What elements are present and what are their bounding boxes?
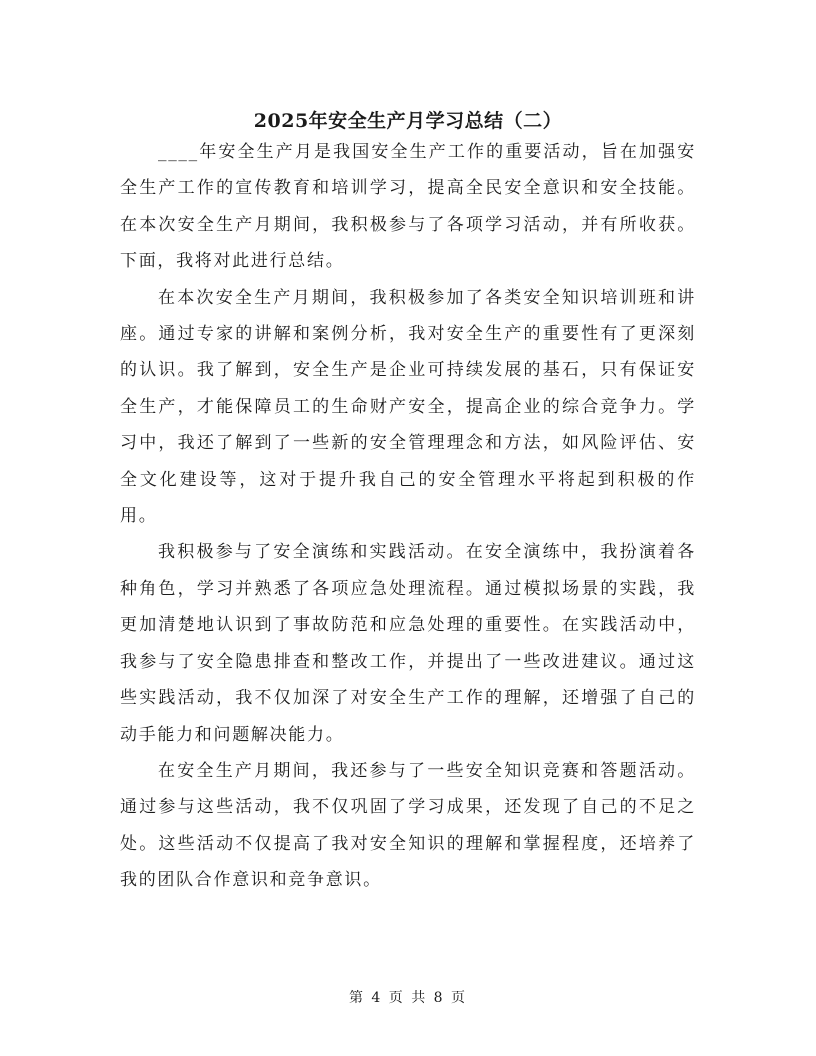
paragraph-training: 在本次安全生产月期间，我积极参加了各类安全知识培训班和讲座。通过专家的讲解和案例分析，我对安全生产的重要性有了更深刻的认识。我了解到，安全生产是企业可持续发展的基石，只有保证安全生产，才能保障员工的生命财产安全，提高企业的综合竞争力。学习中，我还了解到了一些新的安全管理理念和方法，如风险评估、安全文化建设等，这对于提升我自己的安全管理水平将起到积极的作用。 [120, 287, 696, 527]
page-number-footer: 第 4 页 共 8 页 [348, 990, 468, 1006]
paragraph-intro: ____年安全生产月是我国安全生产工作的重要活动，旨在加强安全生产工作的宣传教育和培训学习，提高全民安全意识和安全技能。在本次安全生产月期间，我积极参与了各项学习活动，并有所收获。下面，我将对此进行总结。 [120, 142, 696, 272]
paragraph-competitions: 在安全生产月期间，我还参与了一些安全知识竞赛和答题活动。通过参与这些活动，我不仅巩固了学习成果，还发现了自己的不足之处。这些活动不仅提高了我对安全知识的理解和掌握程度，还培养了我的团队合作意识和竞争意识。 [120, 760, 696, 891]
document-body [120, 134, 696, 899]
paragraph-drills: 我积极参与了安全演练和实践活动。在安全演练中，我扮演着各种角色，学习并熟悉了各项应急处理流程。通过模拟场景的实践，我更加清楚地认识到了事故防范和应急处理的重要性。在实践活动中，我参与了安全隐患排查和整改工作，并提出了一些改进建议。通过这些实践活动，我不仅加深了对安全生产工作的理解，还增强了自己的动手能力和问题解决能力。 [120, 542, 696, 745]
document-title: 2025年安全生产月学习总结（二） [253, 109, 563, 132]
